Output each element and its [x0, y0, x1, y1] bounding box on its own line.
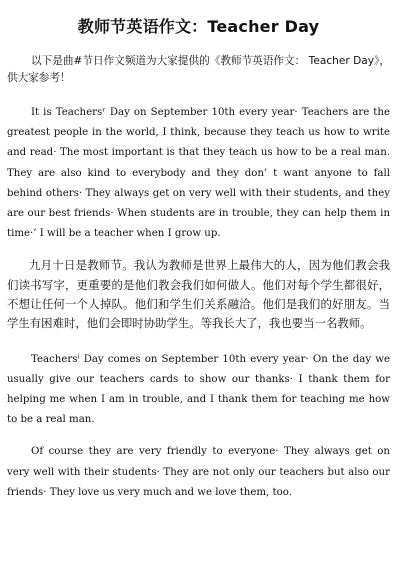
paragraph-english-2: Teachersⁱ Day comes on September 10th every year· On the day we usually give our teachers cards to show our thanks· I thank them for helping me when I am in trouble, and I thank them for teaching me how to be a real man.: [7, 353, 390, 426]
paragraph-english-1: It is Teachersʳ Day on September 10th every year· Teachers are the greatest people in the world, I think, because they teach us how to write and read· The most important is that they teach us how to be a real man. They are also kind to everybody and they don’ t want anyone to fall behind others· They always get on very well with their students, and they are our best friends· When students are in trouble, they can help them in time·’ I will be a teacher when I grow up.: [7, 107, 390, 240]
article-intro: 以下是曲#节日作文频道为大家提供的《教师节英语作文： Teacher Day》，供大家参考！: [7, 55, 390, 84]
paragraph-chinese: 九月十日是教师节。我认为教师是世界上最伟大的人，因为他们教会我们读书写字，更重要的是他们教会我们如何做人。他们对每个学生都很好，不想让任何一个人掉队。他们和学生们关系融洽。他们是我们的好朋友。当学生有困难时，他们会即时协助学生。等我长大了，我也要当一名教师。: [7, 258, 390, 331]
article-title: 教师节英语作文：Teacher Day: [77, 17, 320, 36]
paragraph-english-3: Of course they are very friendly to everyone· They always get on very well with their students· They are not only our teachers but also our friends· They love us very much and we love them, too.: [7, 446, 390, 498]
